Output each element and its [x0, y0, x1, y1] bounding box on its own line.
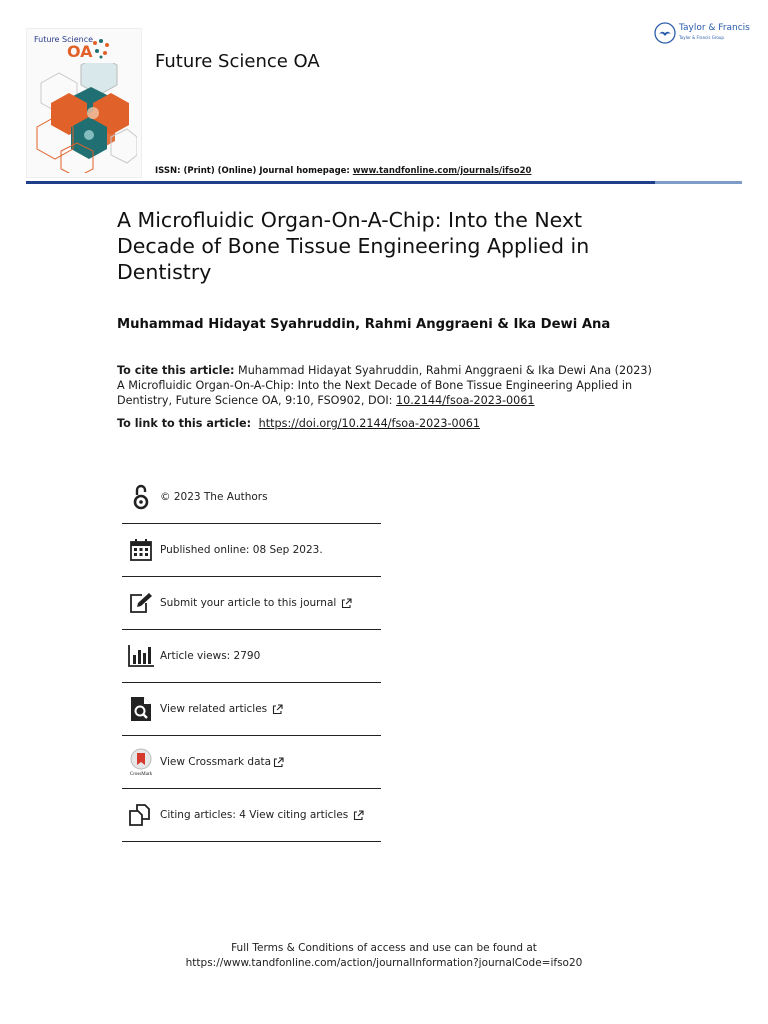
open-access-icon: [131, 483, 151, 511]
published-date: Published online: 08 Sep 2023.: [160, 544, 323, 556]
publisher-subname: Taylor & Francis Group: [679, 35, 724, 40]
footer-terms-text: Full Terms & Conditions of access and use can be found at: [231, 942, 537, 954]
publisher-name: Taylor & Francis: [679, 23, 750, 33]
journal-cover: [26, 28, 142, 178]
bar-chart-icon: [128, 645, 154, 667]
citation-label: To cite this article:: [117, 364, 235, 377]
crossmark-icon-label: CrossMark: [129, 772, 153, 776]
article-title: A Microfluidic Organ-On-A-Chip: Into the Next Decade of Bone Tissue Engineering Applied in Dentistry: [117, 208, 590, 284]
crossmark-icon: [128, 748, 154, 776]
external-link-icon: [273, 757, 284, 768]
article-info-list: [122, 470, 381, 842]
cover-hexagon-art: [31, 63, 137, 173]
cover-logo-icon: [89, 37, 113, 61]
list-item-submit[interactable]: [122, 577, 381, 630]
citing-articles-link[interactable]: Citing articles: 4 View citing articles: [160, 809, 349, 821]
submit-article-link[interactable]: Submit your article to this journal: [160, 597, 337, 609]
citation-text: Muhammad Hidayat Syahruddin, Rahmi Anggraeni & Ika Dewi Ana (2023) A Microfluidic Organ-On-A-Chip: Into the Next Decade of Bone Tissue Engineering Applied in Dentistry, Future Science OA, 9:10, FSO902, DOI:: [117, 364, 652, 407]
document-search-icon: [130, 696, 152, 722]
footer: [0, 941, 768, 971]
footer-terms-url[interactable]: https://www.tandfonline.com/action/journalInformation?journalCode=ifso20: [185, 957, 583, 969]
copyright-text: © 2023 The Authors: [160, 490, 268, 503]
list-item-views: [122, 630, 381, 683]
related-articles-link[interactable]: View related articles: [160, 703, 268, 715]
issn-label: ISSN: (Print) (Online) Journal homepage:: [155, 166, 353, 176]
edit-icon: [128, 591, 154, 615]
article-doi-url[interactable]: https://doi.org/10.2144/fsoa-2023-0061: [258, 417, 481, 430]
publisher-logo[interactable]: [654, 22, 750, 44]
external-link-icon: [353, 810, 364, 821]
list-item-citing[interactable]: [122, 789, 381, 842]
cover-title: Future Science: [34, 35, 94, 44]
list-item-related[interactable]: [122, 683, 381, 736]
article-link-label: To link to this article:: [117, 417, 252, 430]
article-authors: Muhammad Hidayat Syahruddin, Rahmi Anggraeni & Ika Dewi Ana: [117, 317, 611, 332]
external-link-icon: [341, 598, 352, 609]
article-link-line: [117, 417, 480, 430]
crossmark-link[interactable]: View Crossmark data: [160, 756, 272, 768]
list-item-crossmark[interactable]: [122, 736, 381, 789]
citing-articles-icon: [128, 803, 154, 827]
journal-name: Future Science OA: [155, 51, 320, 72]
article-views: Article views: 2790: [160, 650, 261, 662]
journal-homepage-link[interactable]: www.tandfonline.com/journals/ifso20: [352, 166, 532, 176]
header-divider: [26, 181, 742, 184]
calendar-icon: [129, 538, 153, 562]
issn-line: [155, 166, 531, 176]
taylor-francis-logo-icon: [654, 22, 676, 44]
header-divider-accent: [655, 181, 742, 184]
cover-oa: OA: [67, 42, 93, 61]
list-item-copyright: [122, 470, 381, 524]
external-link-icon: [272, 704, 283, 715]
list-item-published: [122, 524, 381, 577]
doi-link[interactable]: 10.2144/fsoa-2023-0061: [396, 394, 535, 407]
citation-block: [117, 363, 657, 408]
